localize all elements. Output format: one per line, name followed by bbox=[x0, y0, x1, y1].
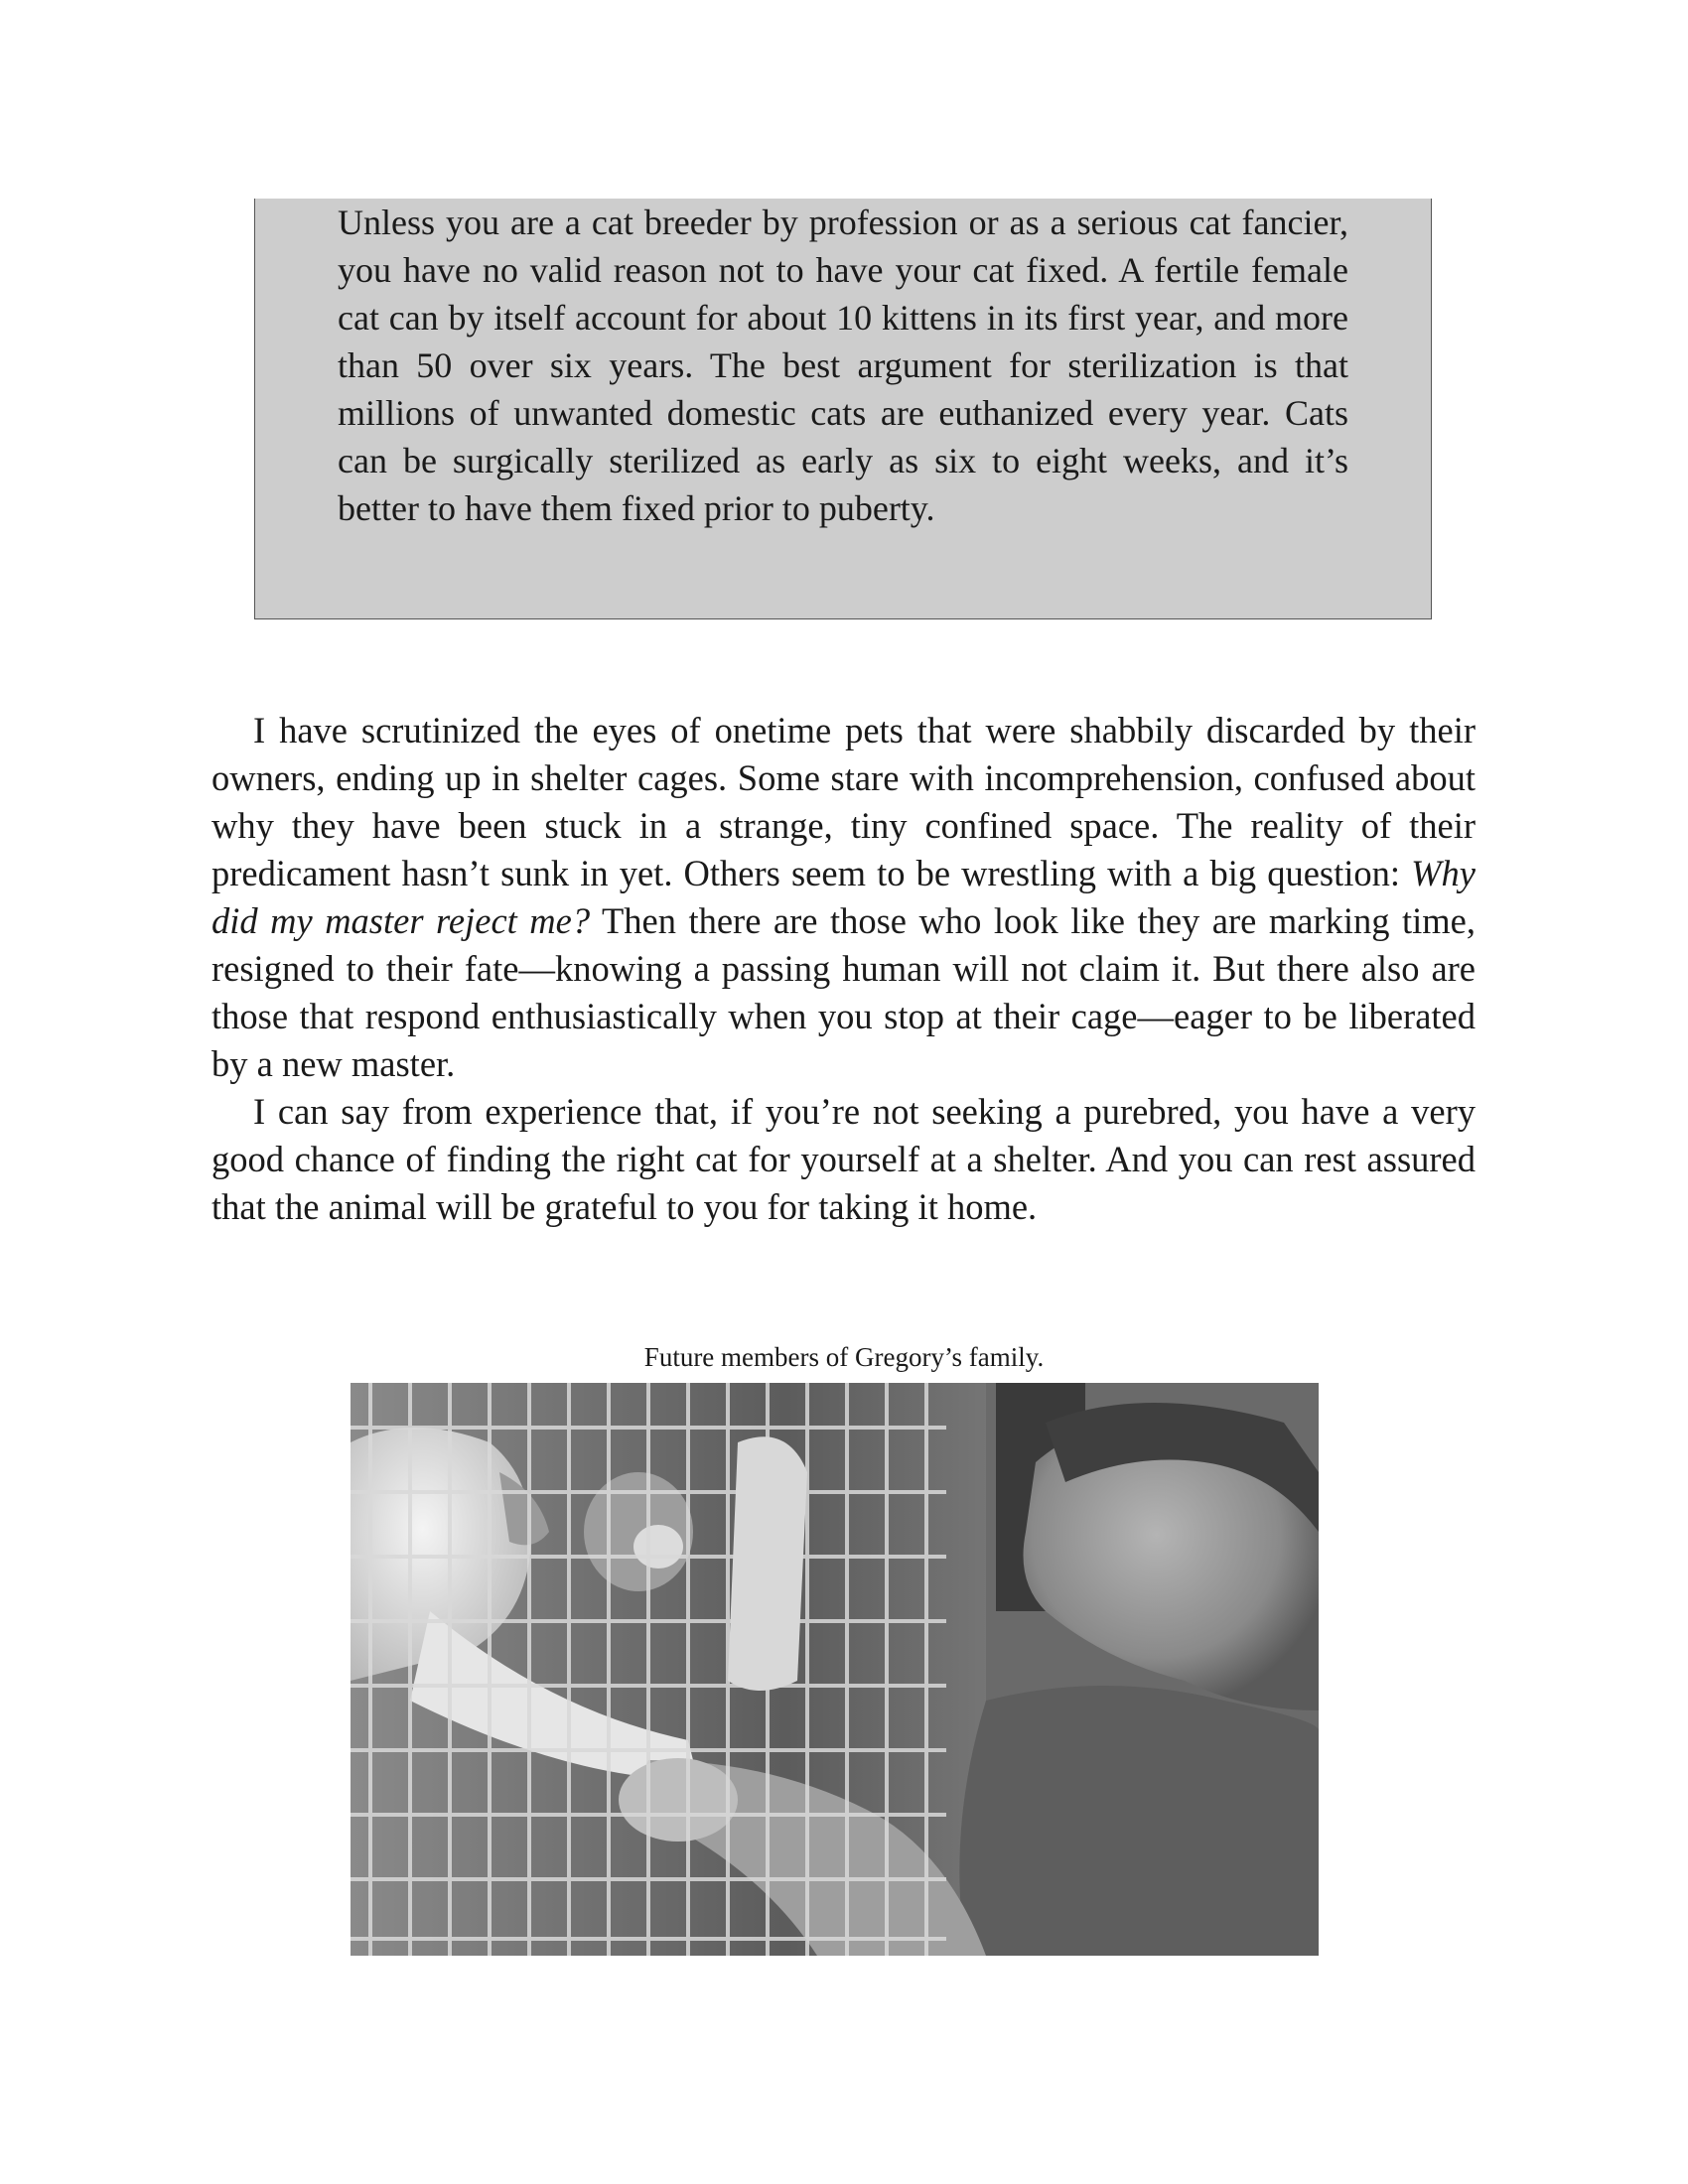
paragraph-1 bbox=[211, 707, 1476, 1088]
sidebar-text: Unless you are a cat breeder by profession or as a serious cat fancier, you have no valid reason not to have your cat fixed. A fertile female cat can by itself account for about 10 kittens in its first year, and more than 50 over six years. The best argument for sterilization is that millions of unwanted domestic cats are euthanized every year. Cats can be surgically sterilized as early as six to eight weeks, and it’s better to have them fixed prior to puberty. bbox=[338, 203, 1348, 528]
paragraph-2: I can say from experience that, if you’re not seeking a purebred, you have a very good chance of finding the right cat for yourself at a shelter. And you can rest assured that the animal will be grateful to you for taking it home. bbox=[211, 1091, 1476, 1227]
body-text bbox=[211, 707, 1476, 1231]
paragraph-1-text: I have scrutinized the eyes of onetime pets that were shabbily discarded by their owners, ending up in shelter cages. Some stare with incomprehension, confused about why they have been stuck in a strange, tiny confined space. The reality of their predicament hasn’t sunk in yet. Others seem to be wrestling with a big question: bbox=[211, 710, 1476, 893]
figure-caption: Future members of Gregory’s family. bbox=[643, 1342, 1045, 1372]
sidebar-box bbox=[254, 199, 1432, 619]
paragraph-1-italic: Why did my master reject me? bbox=[211, 853, 1476, 941]
cat-shelter-photo bbox=[351, 1383, 1319, 1956]
paragraph-1-text-end: Then there are those who look like they are marking time, resigned to their fate—knowing a passing human will not claim it. But there also are those that respond enthusiastically when you stop at their cage—eager to be liberated by a new master. bbox=[211, 900, 1476, 1084]
